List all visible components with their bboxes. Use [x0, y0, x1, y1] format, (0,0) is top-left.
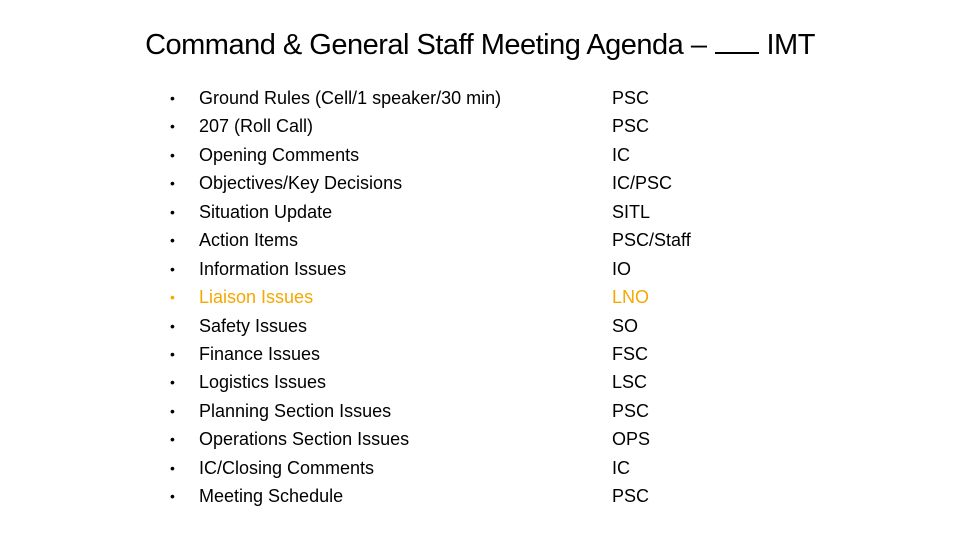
- bullet-icon: •: [170, 203, 175, 220]
- agenda-row: [170, 283, 870, 311]
- title-prefix: Command & General Staff Meeting Agenda –: [145, 29, 707, 61]
- agenda-item-owner: IC: [612, 457, 630, 478]
- agenda-item-label: Meeting Schedule: [199, 486, 344, 507]
- agenda-item-owner: LSC: [612, 372, 648, 393]
- slide-title: [0, 26, 960, 62]
- bullet-icon: •: [170, 402, 175, 419]
- bullet-icon: •: [170, 289, 175, 306]
- agenda-item-owner: OPS: [612, 429, 651, 450]
- agenda-item-label: 207 (Roll Call): [199, 116, 314, 137]
- agenda-row: [170, 340, 870, 368]
- agenda-row: [170, 198, 870, 226]
- agenda-item-owner: SITL: [612, 201, 651, 222]
- bullet-icon: •: [170, 175, 175, 192]
- bullet-icon: •: [170, 374, 175, 391]
- agenda-item-label: Finance Issues: [199, 343, 321, 364]
- bullet-icon: •: [170, 232, 175, 249]
- agenda-item-label: IC/Closing Comments: [199, 457, 375, 478]
- agenda-item-owner: PSC: [612, 88, 650, 108]
- agenda-item-label: Opening Comments: [199, 144, 360, 165]
- agenda-row: [170, 84, 870, 112]
- bullet-icon: •: [170, 118, 175, 135]
- agenda-row: [170, 112, 870, 140]
- agenda-item-owner: SO: [612, 315, 639, 336]
- bullet-icon: •: [170, 146, 175, 163]
- agenda-row: [170, 141, 870, 169]
- agenda-row: [170, 312, 870, 340]
- agenda-row: [170, 226, 870, 254]
- agenda-item-owner: PSC: [612, 486, 650, 507]
- agenda-item-owner: PSC: [612, 400, 650, 421]
- bullet-icon: •: [170, 488, 175, 505]
- agenda-row: [170, 454, 870, 482]
- agenda-row: [170, 425, 870, 453]
- bullet-icon: •: [170, 260, 175, 277]
- bullet-icon: •: [170, 317, 175, 334]
- agenda-item-owner: IC/PSC: [612, 173, 673, 194]
- agenda-item-owner: IO: [612, 258, 632, 279]
- agenda-item-label: Planning Section Issues: [199, 400, 392, 421]
- agenda-item-label: Operations Section Issues: [199, 429, 410, 450]
- bullet-icon: •: [170, 431, 175, 448]
- agenda-row: [170, 169, 870, 197]
- agenda-item-label: Logistics Issues: [199, 372, 327, 393]
- title-blank-underline: [715, 26, 759, 54]
- agenda-row: [170, 482, 870, 510]
- agenda-item-label: Ground Rules (Cell/1 speaker/30 min): [199, 88, 502, 108]
- agenda-item-label: Objectives/Key Decisions: [199, 173, 403, 194]
- bullet-icon: •: [170, 345, 175, 362]
- agenda-item-owner: PSC/Staff: [612, 230, 691, 251]
- agenda-item-owner: LNO: [612, 287, 650, 308]
- agenda-item-owner: IC: [612, 144, 630, 165]
- agenda-item-owner: FSC: [612, 343, 648, 364]
- bullet-icon: •: [170, 459, 175, 476]
- title-suffix: IMT: [766, 29, 815, 61]
- agenda-item-label: Safety Issues: [199, 315, 308, 336]
- agenda-item-label: Liaison Issues: [199, 287, 314, 308]
- bullet-icon: •: [170, 90, 175, 106]
- agenda-item-label: Information Issues: [199, 258, 347, 279]
- agenda-list: [170, 84, 870, 511]
- agenda-item-label: Action Items: [199, 230, 299, 251]
- agenda-row: [170, 397, 870, 425]
- agenda-row: [170, 255, 870, 283]
- agenda-row: [170, 368, 870, 396]
- agenda-item-label: Situation Update: [199, 201, 333, 222]
- agenda-item-owner: PSC: [612, 116, 650, 137]
